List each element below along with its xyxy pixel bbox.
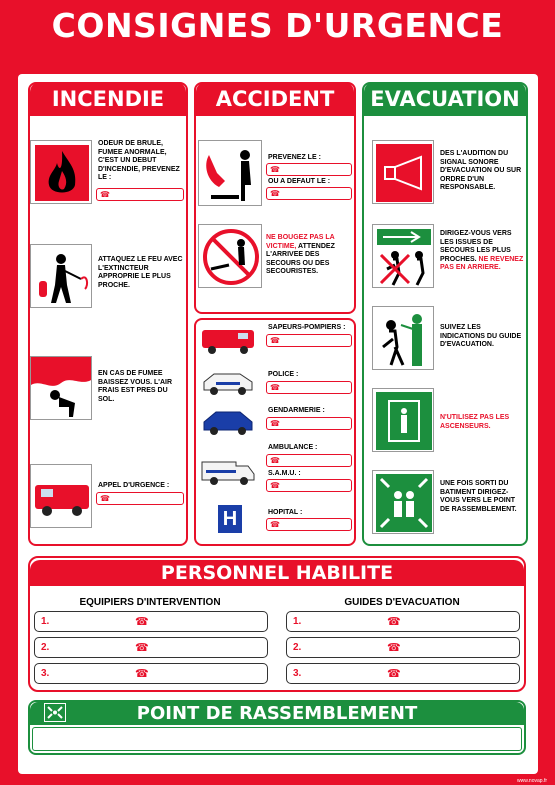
service-police-label: POLICE :: [268, 371, 299, 378]
incendie-text-4: APPEL D'URGENCE :: [98, 482, 170, 489]
evacuation-text-4: N'UTILISEZ PAS LES ASCENSEURS.: [440, 414, 510, 430]
phone-icon: ☎: [270, 383, 280, 392]
guide-slot-2[interactable]: [286, 637, 520, 658]
emergency-exit-pictogram: [372, 224, 434, 288]
service-hopital-label: HOPITAL :: [268, 509, 303, 516]
accident-phone-field-1[interactable]: [266, 163, 352, 176]
service-pompiers-field[interactable]: [266, 334, 352, 347]
accident-prevenez-label: PREVENEZ LE :: [268, 154, 321, 161]
incendie-text-2: ATTAQUEZ LE FEU AVEC L'EXTINCTEUR APPROPRIE LE PLUS PROCHE.: [98, 256, 183, 289]
phone-icon: ☎: [135, 642, 149, 654]
ambulance-icon: [200, 456, 256, 486]
phone-icon: ☎: [270, 419, 280, 428]
assembly-point-icon: [44, 703, 66, 722]
fire-truck-service-icon: [200, 322, 256, 356]
slot-number: 2.: [293, 642, 302, 653]
assembly-point-pictogram: [372, 470, 434, 534]
accident-defaut-label: OU A DEFAUT LE :: [268, 178, 331, 185]
evacuation-header: EVACUATION: [364, 82, 526, 116]
accident-phone-field-2[interactable]: [266, 187, 352, 200]
accident-warning-red: NE BOUGEZ PAS LA VICTIME,: [266, 234, 335, 250]
service-gendarmerie-field[interactable]: [266, 417, 352, 430]
service-samu-label: S.A.M.U. :: [268, 470, 301, 477]
personnel-left-header: EQUIPIERS D'INTERVENTION: [79, 597, 221, 608]
evacuation-text-2-black: DIRIGEZ-VOUS VERS LES ISSUES DE SECOURS LES PLUS PROCHES.: [440, 230, 512, 263]
evacuation-text-1: DES L'AUDITION DU SIGNAL SONORE D'EVACUATION OU SUR ORDRE D'UN RESPONSABLE.: [440, 150, 522, 192]
service-ambulance-field[interactable]: [266, 454, 352, 467]
slot-number: 1.: [293, 616, 302, 627]
guide-slot-3[interactable]: [286, 663, 520, 684]
incendie-header: INCENDIE: [30, 82, 186, 116]
incendie-text-3: EN CAS DE FUMEE BAISSEZ VOUS. L'AIR FRAIS EST PRES DU SOL.: [98, 370, 173, 403]
service-ambulance-label: AMBULANCE :: [268, 444, 318, 451]
guide-slot-1[interactable]: [286, 611, 520, 632]
poster-title: CONSIGNES D'URGENCE: [51, 6, 504, 45]
incendie-phone-field-2[interactable]: [96, 492, 184, 505]
fire-pictogram: [30, 140, 92, 204]
phone-icon: ☎: [135, 616, 149, 628]
gendarmerie-car-icon: [200, 408, 256, 436]
slot-number: 1.: [41, 616, 50, 627]
evacuation-text-3: SUIVEZ LES INDICATIONS DU GUIDE D'EVACUATION.: [440, 324, 522, 349]
phone-call-pictogram: [198, 140, 262, 206]
phone-icon: ☎: [387, 668, 401, 680]
extinguisher-pictogram: [30, 244, 92, 308]
incendie-phone-field-1[interactable]: [96, 188, 184, 201]
phone-icon: ☎: [100, 494, 110, 503]
smoke-pictogram: [30, 356, 92, 420]
phone-icon: ☎: [270, 189, 280, 198]
evacuation-text-2-red: NE REVENEZ PAS EN ARRIERE.: [440, 255, 524, 272]
phone-icon: ☎: [270, 456, 280, 465]
hospital-icon: H: [218, 505, 242, 533]
phone-icon: ☎: [270, 520, 280, 529]
guide-pictogram: [372, 306, 434, 370]
police-car-icon: [200, 370, 256, 396]
accident-warning-black: ATTENDEZ L'ARRIVEE DES SECOURS OU DES SECOURISTES.: [266, 242, 335, 276]
website-credit: www.novap.fr: [516, 778, 547, 784]
do-not-move-pictogram: [198, 224, 262, 288]
service-police-field[interactable]: [266, 381, 352, 394]
evacuation-text-5: UNE FOIS SORTI DU BATIMENT DIRIGEZ-VOUS VERS LE POINT DE RASSEMBLEMENT.: [440, 480, 517, 513]
slot-number: 3.: [293, 668, 302, 679]
incendie-text-1: ODEUR DE BRULE, FUMEE ANORMALE, C'EST UN DEBUT D'INCENDIE, PREVENEZ LE :: [98, 140, 180, 182]
personnel-right-header: GUIDES D'EVACUATION: [344, 597, 460, 608]
phone-icon: ☎: [387, 616, 401, 628]
equipier-slot-1[interactable]: [34, 611, 268, 632]
service-samu-field[interactable]: [266, 479, 352, 492]
accident-header: ACCIDENT: [196, 82, 354, 116]
phone-icon: ☎: [270, 481, 280, 490]
equipier-slot-2[interactable]: [34, 637, 268, 658]
assembly-location-field[interactable]: [32, 727, 522, 751]
evacuation-text-2: [440, 230, 524, 273]
slot-number: 2.: [41, 642, 50, 653]
service-hopital-field[interactable]: [266, 518, 352, 531]
alarm-signal-pictogram: [372, 140, 434, 204]
phone-icon: ☎: [270, 336, 280, 345]
phone-icon: ☎: [387, 642, 401, 654]
no-elevator-pictogram: [372, 388, 434, 452]
service-pompiers-label: SAPEURS-POMPIERS :: [268, 324, 346, 331]
personnel-title: PERSONNEL HABILITE: [30, 560, 524, 586]
equipier-slot-3[interactable]: [34, 663, 268, 684]
assembly-title: POINT DE RASSEMBLEMENT: [30, 702, 524, 725]
fire-truck-pictogram: [30, 464, 92, 528]
phone-icon: ☎: [270, 165, 280, 174]
slot-number: 3.: [41, 668, 50, 679]
phone-icon: ☎: [135, 668, 149, 680]
service-gendarmerie-label: GENDARMERIE :: [268, 407, 325, 414]
accident-warning: [266, 234, 354, 277]
phone-icon: ☎: [100, 190, 110, 199]
